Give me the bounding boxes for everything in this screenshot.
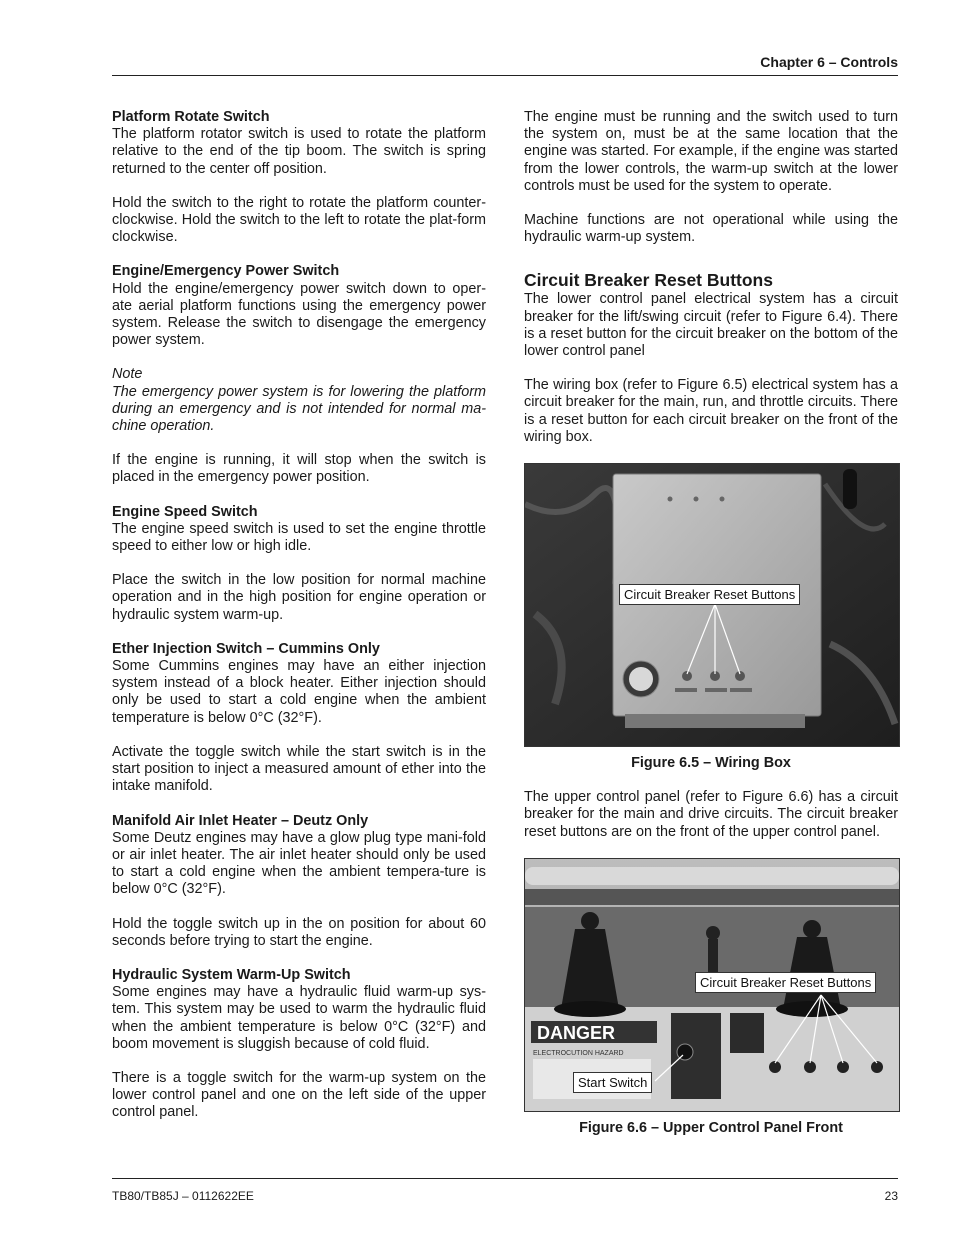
document-number: TB80/TB85J – 0112622EE	[112, 1189, 254, 1203]
engine-emergency-text-2: If the engine is running, it will stop when the switch is placed in the emergency power position.	[112, 452, 486, 486]
platform-rotate-text-2: Hold the switch to the right to rotate the platform counter-clockwise. Hold the switch to the left to rotate the plat-form clockwise.	[112, 194, 486, 246]
chapter-title: Chapter 6 – Controls	[760, 54, 898, 70]
circuit-breaker-text-3: The upper control panel (refer to Figure 6.6) has a circuit breaker for the main and drive circuits. The circuit breaker reset buttons are on the front of the upper control panel.	[524, 789, 898, 840]
manifold-heater-text-1: Some Deutz engines may have a glow plug type mani-fold or air inlet heater. The air inlet heater should only be used to start a cold engine when the ambient tempera-ture is below 0°C (32°F).	[112, 829, 486, 898]
start-switch-callout: Start Switch	[573, 1072, 652, 1093]
note-label: Note	[112, 366, 143, 383]
manifold-heater-heading: Manifold Air Inlet Heater – Deutz Only	[112, 812, 369, 829]
header-rule	[112, 75, 898, 76]
engine-emergency-text-1: Hold the engine/emergency power switch down to oper-ate aerial platform functions using the emergency power system. Release the switch to disengage the emergency power system.	[112, 280, 486, 349]
hydraulic-warmup-text-1: Some engines may have a hydraulic fluid warm-up sys-tem. This system may be used to warm the hydraulic fluid when the ambient temperature is below 0°C (32°F) and boom movement is sluggish because of cold fluid.	[112, 984, 486, 1052]
note-text: The emergency power system is for lowering the platform during an emergency and is not intended for normal ma-chine operation.	[112, 383, 486, 435]
engine-emergency-heading: Engine/Emergency Power Switch	[112, 263, 340, 280]
circuit-breaker-text-2: The wiring box (refer to Figure 6.5) electrical system has a circuit breaker for the main, run, and throttle circuits. There is a reset button for each circuit breaker on the front of the wiring box.	[524, 377, 898, 445]
upper-panel-callout: Circuit Breaker Reset Buttons	[695, 972, 876, 993]
hydraulic-warmup-text-2: There is a toggle switch for the warm-up system on the lower control panel and one on the left side of the upper control panel.	[112, 1069, 486, 1121]
ether-injection-text-2: Activate the toggle switch while the start switch is in the start position to inject a measured amount of ether into the intake manifold.	[112, 743, 486, 795]
page-number: 23	[884, 1189, 898, 1203]
left-column	[112, 109, 486, 1139]
ether-injection-heading: Ether Injection Switch – Cummins Only	[112, 640, 380, 657]
danger-label: DANGER	[537, 1022, 616, 1043]
wiring-box-photo	[524, 463, 900, 747]
manifold-heater-text-2: Hold the toggle switch up in the on position for about 60 seconds before trying to start the engine.	[112, 915, 486, 949]
wiring-box-callout: Circuit Breaker Reset Buttons	[619, 584, 800, 605]
danger-subtitle: ELECTROCUTION HAZARD	[533, 1049, 624, 1057]
engine-speed-text-2: Place the switch in the low position for normal machine operation and in the high position for engine operation or hydraulic system warm-up.	[112, 572, 486, 623]
warmup-text-4: Machine functions are not operational while using the hydraulic warm-up system.	[524, 212, 898, 246]
figure-6-6-caption: Figure 6.6 – Upper Control Panel Front	[579, 1119, 843, 1136]
platform-rotate-heading: Platform Rotate Switch	[112, 109, 270, 125]
figure-6-5-caption: Figure 6.5 – Wiring Box	[631, 755, 791, 772]
warmup-text-3: The engine must be running and the switch used to turn the system on, must be at the same location that the engine was started. For example, if the engine was started from the lower controls, the warm-up switch at the lower controls must be used for the system to operate.	[524, 109, 898, 194]
footer-rule	[112, 1178, 898, 1179]
platform-rotate-text-1: The platform rotator switch is used to rotate the platform relative to the end of the tip boom. The switch is spring returned to the center off position.	[112, 126, 486, 177]
ether-injection-text-1: Some Cummins engines may have an either injection system instead of a block heater. Either injection should only be used to start a cold engine when the ambient temperature is below 0°C (32°F).	[112, 658, 486, 726]
right-column	[524, 109, 898, 1154]
circuit-breaker-heading: Circuit Breaker Reset Buttons	[524, 270, 773, 291]
upper-control-panel-photo	[524, 858, 900, 1112]
engine-speed-text-1: The engine speed switch is used to set the engine throttle speed to either low or high idle.	[112, 520, 486, 555]
circuit-breaker-text-1: The lower control panel electrical system has a circuit breaker for the lift/swing circuit (refer to Figure 6.4). There is a reset button for the circuit breaker on the bottom of the lower control panel	[524, 291, 898, 360]
engine-speed-heading: Engine Speed Switch	[112, 503, 258, 520]
hydraulic-warmup-heading: Hydraulic System Warm-Up Switch	[112, 966, 351, 983]
